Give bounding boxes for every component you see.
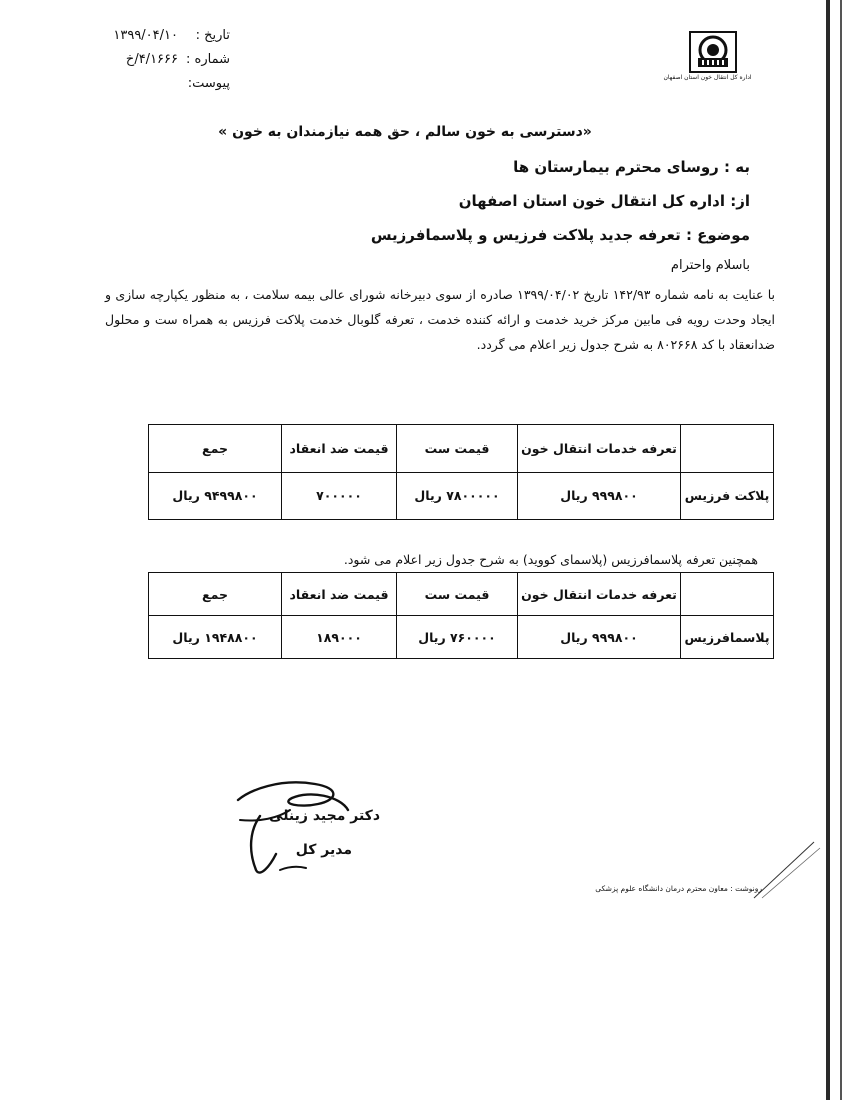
table-cell: ۹۴۹۹۸۰۰ ریال [149,472,282,520]
number-label: شماره : [186,52,230,67]
table-header-cell: جمع [149,573,282,616]
table-cell: پلاکت فرزیس [681,472,774,520]
date-value: ۱۳۹۹/۰۴/۱۰ [113,28,178,43]
scan-edge-secondary [840,0,842,1100]
signatory-name: دکتر مجید زینلی [269,808,380,824]
table-cell: ۱۸۹۰۰۰ [282,616,397,659]
table-cell: ۹۹۹۸۰۰ ریال [518,472,681,520]
sender-line: از: اداره کل انتقال خون استان اصفهان [458,192,750,210]
table-header-cell: قیمت ضد انعقاد [282,425,397,473]
handwritten-signature [220,770,370,880]
letter-meta [80,28,230,100]
table-header-cell: قیمت ست [397,573,518,616]
pen-mark [752,840,822,900]
date-label: تاریخ : [195,28,230,43]
scan-edge [826,0,830,1100]
table-cell: ۷۰۰۰۰۰ [282,472,397,520]
table-header-row [149,425,774,473]
blood-transfusion-logo-icon [688,30,738,92]
plasmapheresis-table [148,572,774,659]
number-row [80,52,230,76]
table-header-cell [681,573,774,616]
platelet-pheresis-table [148,424,774,520]
table-cell: ۹۹۹۸۰۰ ریال [518,616,681,659]
table-cell: ۷۸۰۰۰۰۰ ریال [397,472,518,520]
table-cell: ۷۶۰۰۰۰ ریال [397,616,518,659]
table-header-cell: تعرفه خدمات انتقال خون [518,573,681,616]
slogan: «دسترسی به خون سالم ، حق همه نیازمندان به خون » [218,124,592,140]
subject-line: موضوع : تعرفه جدید پلاکت فرزیس و پلاسمافرزیس [370,226,750,244]
table-cell: پلاسمافرزیس [681,616,774,659]
attachment-row [80,76,230,100]
greeting: باسلام واحترام [670,258,750,273]
number-value: ۴/۱۶۶۶/خ [125,52,178,67]
table-row [149,616,774,659]
date-row [80,28,230,52]
signatory-title: مدیر کل [295,842,352,858]
recipient-line: به : روسای محترم بیمارستان ها [513,158,750,176]
table-row [149,472,774,520]
table-header-row [149,573,774,616]
attachment-label: پیوست: [187,76,230,91]
body-paragraph: با عنایت به نامه شماره ۱۴۲/۹۳ تاریخ ۱۳۹۹/۰۴/۰۲ صادره از سوی دبیرخانه شورای عالی بیمه سلامت ، به منظور یکپارچه سازی و ایجاد وحدت رویه فی مابین مرکز خرید خدمت و ارائه کننده خدمت ، تعرفه گلوبال خدمت پلاکت فرزیس به همراه ست و محلول ضدانعقاد با کد ۸۰۲۶۶۸ به شرح جدول زیر اعلام می گردد. [105,287,775,352]
carbon-copy-line: رونوشت : معاون محترم درمان دانشگاه علوم پزشکی [595,884,762,893]
logo-caption: اداره کل انتقال خون استان اصفهان [663,74,752,81]
plasmapheresis-sentence: همچنین تعرفه پلاسمافرزیس (پلاسمای کووید) به شرح جدول زیر اعلام می شود. [343,552,758,567]
table-header-cell: قیمت ضد انعقاد [282,573,397,616]
table-cell: ۱۹۴۸۸۰۰ ریال [149,616,282,659]
table-header-cell: جمع [149,425,282,473]
table-header-cell: تعرفه خدمات انتقال خون [518,425,681,473]
table-header-cell: قیمت ست [397,425,518,473]
table-header-cell [681,425,774,473]
